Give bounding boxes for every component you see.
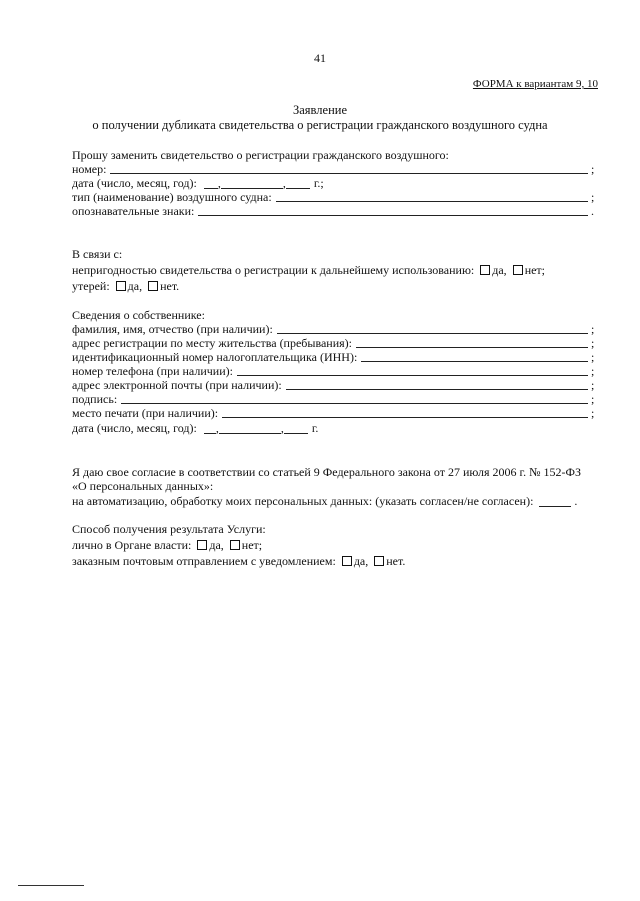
- owner-stamp-row: [72, 406, 597, 420]
- no-label: нет.: [386, 554, 406, 568]
- owner-inn-field[interactable]: [361, 350, 588, 362]
- owner-date-day-field[interactable]: [204, 422, 216, 434]
- aircraft-type-field[interactable]: [276, 190, 588, 202]
- delivery-intro: Способ получения результата Услуги:: [72, 522, 266, 536]
- document-title: Заявление: [292, 103, 347, 117]
- no-label: нет;: [524, 263, 546, 277]
- delivery-personal-row: [72, 538, 597, 552]
- no-label: нет;: [241, 538, 263, 552]
- owner-intro: Сведения о собственнике:: [72, 308, 205, 322]
- yes-label: да,: [127, 279, 143, 293]
- identification-marks-label: опознавательные знаки:: [72, 204, 195, 218]
- consent-label: на автоматизацию, обработку моих персональных данных: (указать согласен/не согласен):: [72, 494, 534, 508]
- owner-email-label: адрес электронной почты (при наличии):: [72, 378, 282, 392]
- page-number: 41: [314, 51, 326, 65]
- aircraft-number-field[interactable]: [110, 162, 588, 174]
- owner-phone-row: [72, 364, 597, 378]
- loss-label: утерей:: [72, 279, 110, 293]
- owner-date-label: дата (число, месяц, год):: [72, 421, 197, 435]
- identification-marks-row: [72, 204, 597, 218]
- delivery-mail-no-checkbox[interactable]: [374, 556, 384, 566]
- delivery-mail-label: заказным почтовым отправлением с уведомлением:: [72, 554, 336, 568]
- owner-fio-label: фамилия, имя, отчество (при наличии):: [72, 322, 273, 336]
- owner-inn-label: идентификационный номер налогоплательщика (ИНН):: [72, 350, 358, 364]
- certificate-date-year-field[interactable]: [286, 177, 310, 189]
- delivery-personal-yes-checkbox[interactable]: [197, 540, 207, 550]
- row-terminator: ;: [591, 378, 595, 392]
- owner-signature-row: [72, 392, 597, 406]
- consent-end: .: [574, 494, 578, 508]
- reason-intro: В связи с:: [72, 247, 123, 261]
- owner-phone-field[interactable]: [237, 364, 588, 376]
- unfit-row: [72, 263, 597, 277]
- owner-date-suffix: г.: [311, 421, 319, 435]
- unfit-label: непригодностью свидетельства о регистрации к дальнейшему использованию:: [72, 263, 475, 277]
- owner-phone-label: номер телефона (при наличии):: [72, 364, 233, 378]
- owner-stamp-field[interactable]: [222, 406, 588, 418]
- owner-fio-row: [72, 322, 597, 336]
- row-terminator: ;: [591, 392, 595, 406]
- consent-text-line2: «О персональных данных»:: [72, 479, 214, 493]
- aircraft-number-row: [72, 162, 597, 176]
- form-reference: ФОРМА к вариантам 9, 10: [472, 78, 598, 90]
- identification-marks-field[interactable]: [198, 204, 588, 216]
- loss-yes-checkbox[interactable]: [116, 281, 126, 291]
- loss-row: [72, 279, 597, 293]
- unfit-yes-checkbox[interactable]: [480, 265, 490, 275]
- row-terminator: ;: [591, 406, 595, 420]
- delivery-mail-yes-checkbox[interactable]: [342, 556, 352, 566]
- delivery-personal-label: лично в Органе власти:: [72, 538, 192, 552]
- row-terminator: ;: [591, 162, 595, 176]
- loss-no-checkbox[interactable]: [148, 281, 158, 291]
- document-subtitle: о получении дубликата свидетельства о регистрации гражданского воздушного судна: [92, 118, 548, 132]
- owner-fio-field[interactable]: [277, 322, 588, 334]
- owner-stamp-label: место печати (при наличии):: [72, 406, 219, 420]
- consent-field[interactable]: [539, 495, 571, 507]
- certificate-date-row: дата (число, месяц, год): , , г.;: [72, 176, 324, 190]
- certificate-date-month-field[interactable]: [221, 177, 283, 189]
- row-terminator: .: [591, 204, 594, 218]
- row-terminator: ;: [591, 322, 595, 336]
- aircraft-type-label: тип (наименование) воздушного судна:: [72, 190, 272, 204]
- delivery-mail-row: [72, 554, 597, 568]
- owner-signature-label: подпись:: [72, 392, 118, 406]
- consent-text-line1: Я даю свое согласие в соответствии со статьей 9 Федерального закона от 27 июля 2006 г. № 152-ФЗ: [72, 465, 582, 479]
- aircraft-type-row: [72, 190, 597, 204]
- certificate-date-day-field[interactable]: [204, 177, 218, 189]
- delivery-personal-no-checkbox[interactable]: [230, 540, 240, 550]
- owner-address-row: [72, 336, 597, 350]
- footnote-divider: [18, 885, 84, 886]
- aircraft-number-label: номер:: [72, 162, 107, 176]
- yes-label: да,: [209, 538, 224, 552]
- owner-email-field[interactable]: [286, 378, 588, 390]
- owner-date-month-field[interactable]: [219, 422, 281, 434]
- request-intro: Прошу заменить свидетельство о регистрации гражданского воздушного:: [72, 148, 449, 162]
- certificate-date-suffix: г.;: [313, 176, 324, 190]
- unfit-no-checkbox[interactable]: [513, 265, 523, 275]
- row-terminator: ;: [591, 190, 595, 204]
- owner-signature-field[interactable]: [121, 392, 588, 404]
- yes-label: да,: [492, 263, 507, 277]
- owner-address-field[interactable]: [356, 336, 588, 348]
- owner-date-row: дата (число, месяц, год): , , г.: [72, 421, 319, 435]
- yes-label: да,: [353, 554, 369, 568]
- owner-address-label: адрес регистрации по месту жительства (пребывания):: [72, 336, 353, 350]
- row-terminator: ;: [591, 336, 595, 350]
- row-terminator: ;: [591, 364, 595, 378]
- owner-date-year-field[interactable]: [284, 422, 308, 434]
- owner-inn-row: [72, 350, 597, 364]
- no-label: нет.: [160, 279, 180, 293]
- owner-email-row: [72, 378, 597, 392]
- certificate-date-label: дата (число, месяц, год):: [72, 176, 197, 190]
- row-terminator: ;: [591, 350, 595, 364]
- consent-row: [72, 494, 597, 508]
